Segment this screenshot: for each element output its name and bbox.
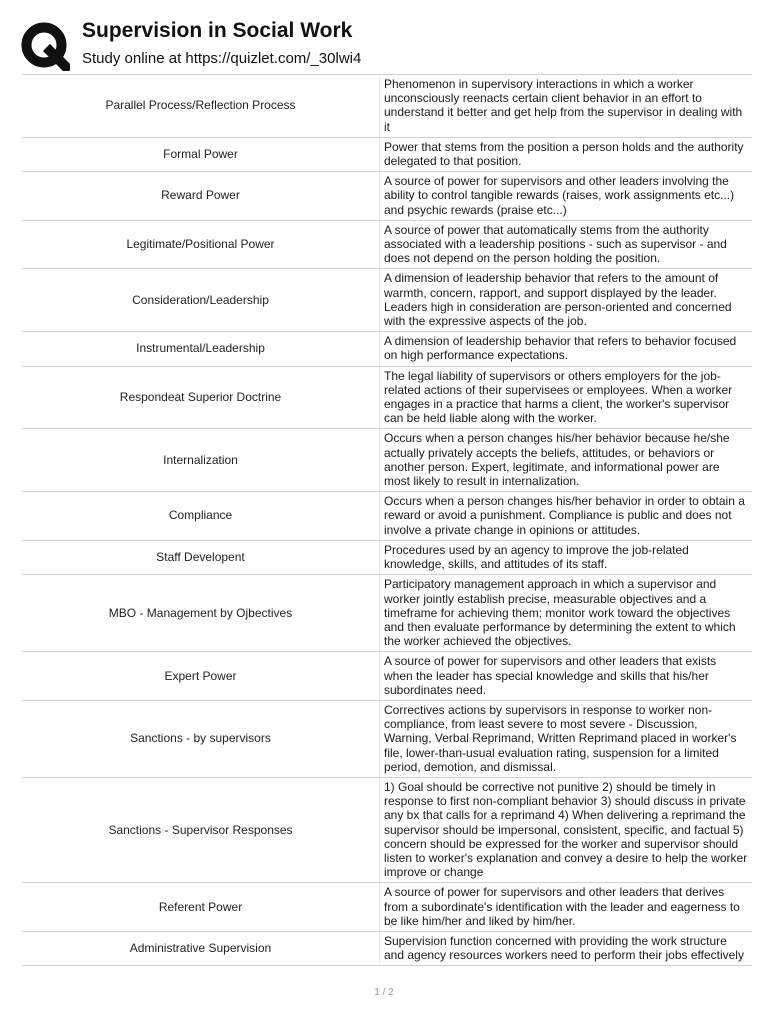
flashcard-term: Referent Power bbox=[22, 883, 380, 932]
flashcard-row bbox=[22, 883, 752, 932]
flashcard-term: Respondeat Superior Doctrine bbox=[22, 366, 380, 429]
flashcard-definition: A dimension of leadership behavior that refers to the amount of warmth, concern, rapport, and support displayed by the leader. Leaders high in consideration are person-oriented and concerned with the expressive aspects of the job. bbox=[380, 269, 753, 332]
flashcard-row bbox=[22, 75, 752, 138]
flashcard-term: Sanctions - by supervisors bbox=[22, 700, 380, 777]
flashcard-definition: Procedures used by an agency to improve the job-related knowledge, skills, and attitudes of its staff. bbox=[380, 540, 753, 574]
flashcard-row bbox=[22, 540, 752, 574]
flashcard-term: Internalization bbox=[22, 429, 380, 492]
flashcard-term: Administrative Supervision bbox=[22, 931, 380, 965]
flashcard-row bbox=[22, 492, 752, 541]
flashcard-definition: The legal liability of supervisors or others employers for the job-related actions of their supervisees or employees. When a worker engages in a practice that harms a client, the worker's supervisor can be held liable along with the worker. bbox=[380, 366, 753, 429]
flashcard-table bbox=[22, 74, 752, 966]
flashcard-term: Formal Power bbox=[22, 137, 380, 171]
flashcard-row bbox=[22, 652, 752, 701]
flashcard-definition: A source of power for supervisors and other leaders involving the ability to control tangible rewards (raises, work assignments etc...) and psychic rewards (praise etc...) bbox=[380, 172, 753, 221]
flashcard-term: Compliance bbox=[22, 492, 380, 541]
flashcard-row bbox=[22, 366, 752, 429]
flashcard-term: MBO - Management by Ojbectives bbox=[22, 575, 380, 652]
quizlet-logo-icon bbox=[20, 21, 70, 71]
flashcard-term: Staff Developent bbox=[22, 540, 380, 574]
page-title: Supervision in Social Work bbox=[82, 19, 353, 42]
flashcard-term: Expert Power bbox=[22, 652, 380, 701]
flashcard-term: Consideration/Leadership bbox=[22, 269, 380, 332]
flashcard-definition: Occurs when a person changes his/her behavior in order to obtain a reward or avoid a punishment. Compliance is public and does not involve a private change in opinions or attitudes. bbox=[380, 492, 753, 541]
flashcard-definition: A source of power that automatically stems from the authority associated with a leadership positions - such as supervisor - and does not depend on the person holding the position. bbox=[380, 220, 753, 269]
flashcard-definition: A dimension of leadership behavior that refers to behavior focused on high performance expectations. bbox=[380, 332, 753, 366]
flashcard-term: Reward Power bbox=[22, 172, 380, 221]
flashcard-definition: Supervision function concerned with providing the work structure and agency resources workers need to perform their jobs effectively bbox=[380, 931, 753, 965]
flashcard-row bbox=[22, 220, 752, 269]
flashcard-definition: A source of power for supervisors and other leaders that derives from a subordinate's identification with the leader and eagerness to be like him/her and liked by him/her. bbox=[380, 883, 753, 932]
flashcard-definition: 1) Goal should be corrective not punitive 2) should be timely in response to first non-compliant behavior 3) should discuss in private any bx that calls for a reprimand 4) When delivering a reprimand the supervisor should be impersonal, consistent, specific, and factual 5) concern should be expressed for the worker and supervisor should listen to worker's explanation and convey a desire to help the worker improve or change bbox=[380, 777, 753, 882]
page-header bbox=[0, 0, 768, 76]
flashcard-row bbox=[22, 777, 752, 882]
flashcard-definition: Participatory management approach in which a supervisor and worker jointly establish precise, measurable objectives and a timeframe for achieving them; monitor work toward the objectives and then evaluate performance by determining the extent to which the worker achieved the objectives. bbox=[380, 575, 753, 652]
flashcard-definition: Power that stems from the position a person holds and the authority delegated to that position. bbox=[380, 137, 753, 171]
study-online-link[interactable]: Study online at https://quizlet.com/_30lwi4 bbox=[82, 50, 362, 67]
flashcard-term: Parallel Process/Reflection Process bbox=[22, 75, 380, 138]
flashcard-row bbox=[22, 575, 752, 652]
flashcard-definition: Correctives actions by supervisors in response to worker non-compliance, from least severe to most severe - Discussion, Warning, Verbal Reprimand, Written Reprimand placed in worker's file, lower-than-usual evaluation rating, suspension for a limited period, demotion, and dismissal. bbox=[380, 700, 753, 777]
flashcard-row bbox=[22, 172, 752, 221]
flashcard-term: Legitimate/Positional Power bbox=[22, 220, 380, 269]
flashcard-row bbox=[22, 269, 752, 332]
flashcard-row bbox=[22, 700, 752, 777]
flashcard-row bbox=[22, 429, 752, 492]
flashcard-row bbox=[22, 332, 752, 366]
flashcard-definition: A source of power for supervisors and other leaders that exists when the leader has special knowledge and skills that his/her subordinates need. bbox=[380, 652, 753, 701]
flashcard-definition: Phenomenon in supervisory interactions in which a worker unconsciously reenacts certain client behavior in an effort to understand it better and get help from the supervisor in dealing with it bbox=[380, 75, 753, 138]
page-number: 1 / 2 bbox=[374, 987, 394, 998]
flashcard-row bbox=[22, 931, 752, 965]
flashcard-term: Sanctions - Supervisor Responses bbox=[22, 777, 380, 882]
flashcard-definition: Occurs when a person changes his/her behavior because he/she actually privately accepts the beliefs, attitudes, or behaviors or another person. Expert, legitimate, and informational power are most likely to result in internalization. bbox=[380, 429, 753, 492]
flashcard-row bbox=[22, 137, 752, 171]
flashcard-term: Instrumental/Leadership bbox=[22, 332, 380, 366]
